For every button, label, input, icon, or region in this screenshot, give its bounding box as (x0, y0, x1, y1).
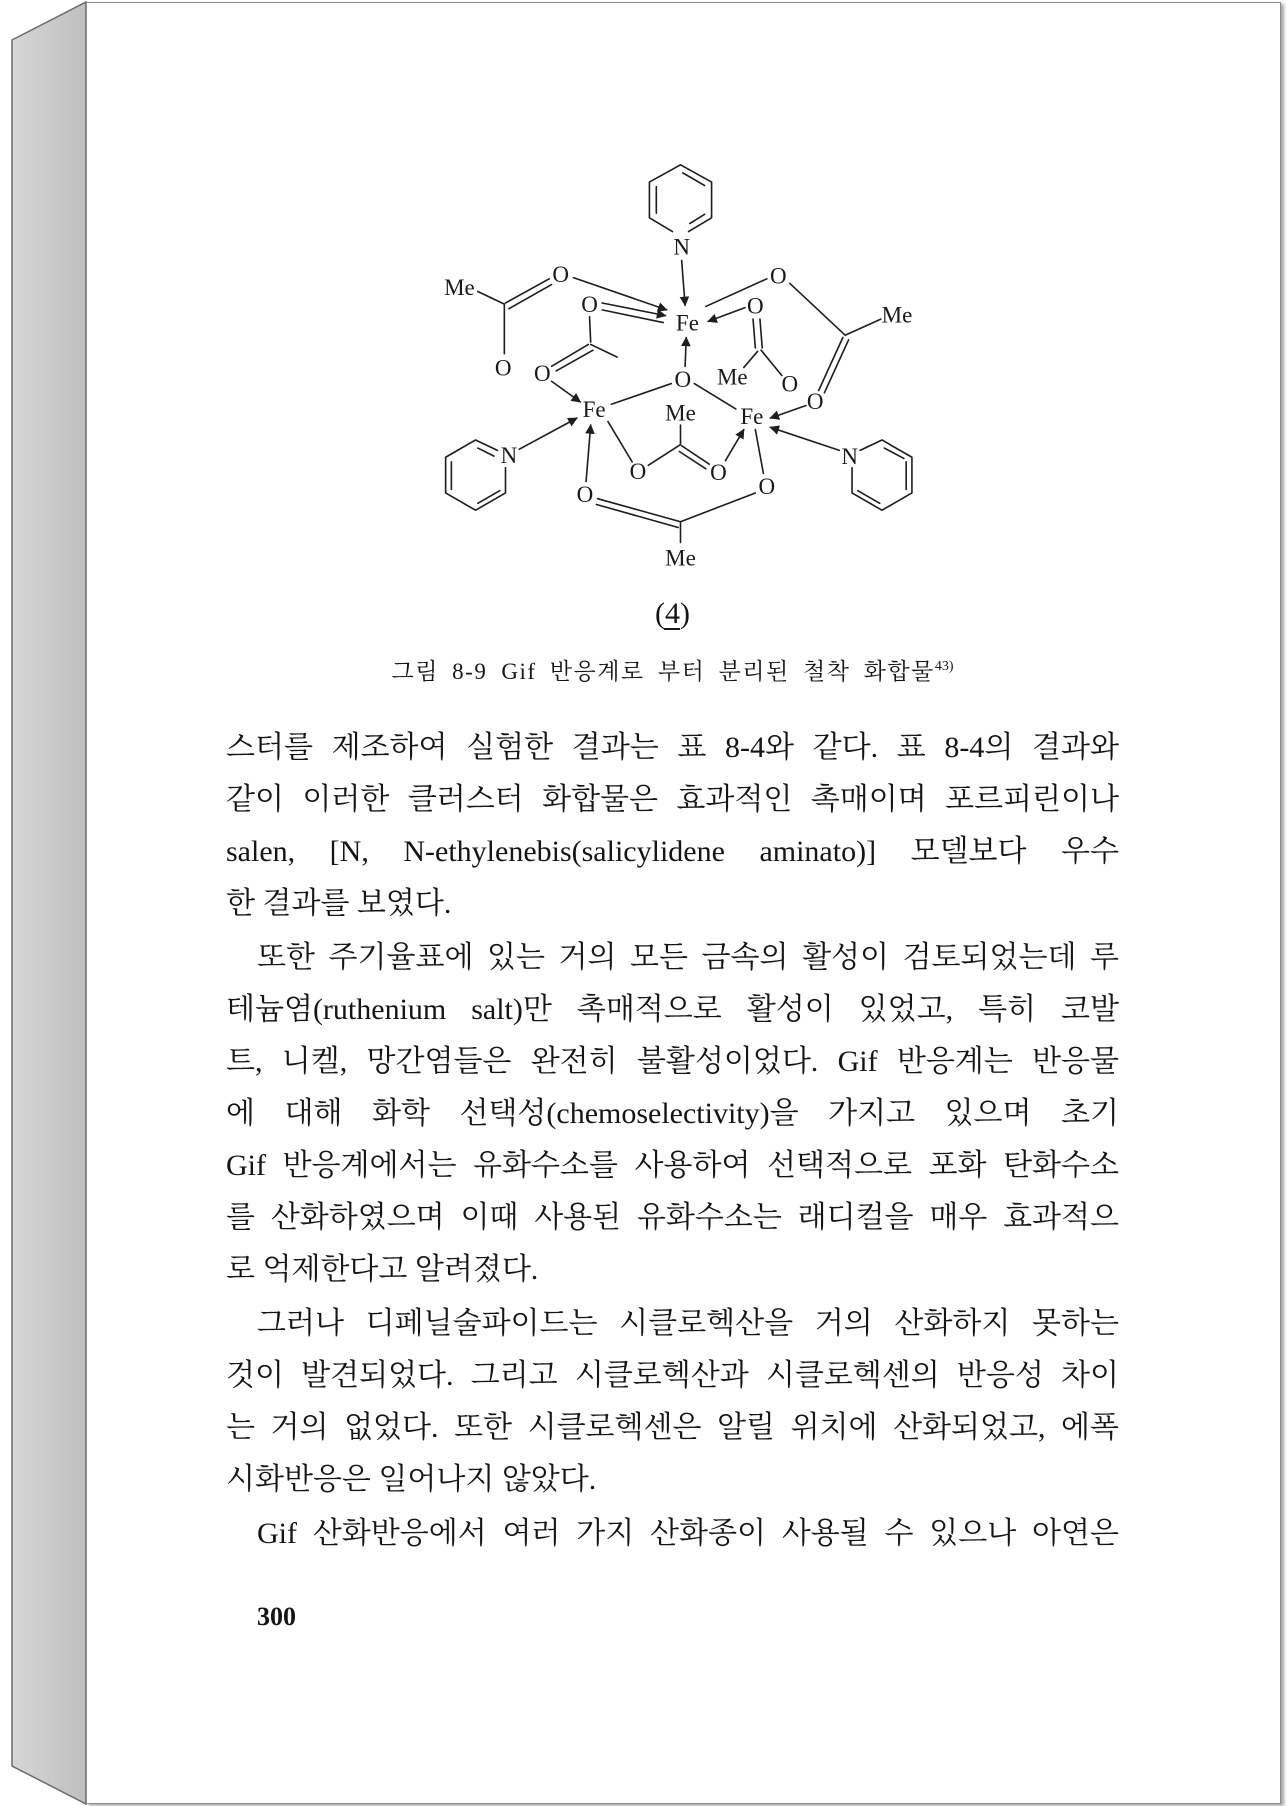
methyl-label: Me (665, 399, 696, 426)
oxygen-label: O (758, 473, 776, 500)
iron-label: Fe (675, 309, 699, 336)
ring-bonds (852, 440, 912, 510)
oxygen-label: O (781, 370, 799, 397)
paragraph (226, 722, 1119, 930)
iron-label: Fe (582, 395, 606, 422)
text-line: 그러나 디페닐술파이드는 시클로헥산을 거의 산화하지 못하는 (257, 1307, 1119, 1340)
ring-bonds (446, 440, 506, 510)
acetate-right (744, 319, 782, 375)
text-line: 또한 주기율표에 있는 거의 모든 금속의 활성이 검토되었는데 루 (257, 941, 1119, 974)
paragraph (226, 932, 1119, 1296)
pyridine-ring-left (446, 440, 506, 510)
bond-arrow (519, 418, 577, 449)
figure-caption (226, 652, 1119, 682)
acetate-top-left (478, 279, 552, 354)
oxygen-label: O (494, 354, 512, 381)
text-line: 것이 발견되었다. 그리고 시클로헥산과 시클로헥센의 반응성 차이 (226, 1359, 1119, 1392)
bond-arrow (725, 430, 743, 461)
ring-bonds (649, 165, 711, 232)
page-number: 300 (257, 1602, 296, 1631)
text-line: 스터를 제조하여 실험한 결과는 표 8-4와 같다. 표 8-4의 결과와 (226, 731, 1119, 764)
oxygen-label: O (770, 262, 787, 289)
oxygen-label: O (710, 459, 727, 486)
nitrogen-label: N (841, 443, 859, 470)
text-line: 트, 니켈, 망간염들은 완전히 불활성이었다. Gif 반응계는 반응물 (226, 1045, 1119, 1078)
book-spine-face (12, 2, 86, 1804)
figure-caption-reference: 43) (934, 659, 954, 674)
iron-label: Fe (740, 402, 764, 429)
acetate-left (552, 317, 618, 371)
oxygen-label: O (747, 292, 764, 319)
book-spine (0, 0, 90, 1806)
paragraph (226, 1508, 1119, 1560)
compound-number: (4) (655, 597, 690, 630)
text-line: 같이 이러한 클러스터 화합물은 효과적인 촉매이며 포르피린이나 (226, 783, 1119, 816)
nitrogen-label: N (500, 441, 518, 468)
bond-arrow (682, 260, 685, 305)
oxygen-label: O (576, 481, 594, 508)
figure-caption-label: 그림 8-9 (391, 659, 488, 684)
text-line: 에 대해 화학 선택성(chemoselectivity)을 가지고 있으며 초기 (226, 1097, 1119, 1130)
pyridine-ring-right (852, 440, 912, 510)
oxygen-label: O (552, 261, 570, 288)
paragraph (226, 1298, 1119, 1506)
oxygen-label: O (806, 387, 824, 414)
text-line: Gif 반응계에서는 유화수소를 사용하여 선택적으로 포화 탄화수소 (226, 1149, 1119, 1182)
bond-arrow (586, 425, 591, 481)
acetate-bottom (596, 493, 755, 543)
text-line: 는 거의 없었다. 또한 시클로헥센은 알릴 위치에 산화되었고, 에폭 (226, 1411, 1119, 1444)
methyl-label: Me (881, 301, 913, 328)
acetate-center (648, 425, 709, 469)
bond-arrow (770, 405, 806, 418)
text-line: 테늄염(ruthenium salt)만 촉매적으로 활성이 있었고, 특히 코발 (226, 993, 1119, 1026)
text-line: 시화반응은 일어나지 않았다. (226, 1463, 597, 1496)
nitrogen-label: N (673, 233, 690, 260)
book-page (86, 2, 1281, 1804)
text-line: 를 산화하였으며 이때 사용된 유화수소는 래디컬을 매우 효과적으 (226, 1201, 1119, 1234)
compound-label (226, 597, 1119, 631)
pyridine-ring-top (649, 165, 711, 232)
bond-arrow (552, 381, 581, 402)
text-line: 로 억제한다고 알려졌다. (226, 1253, 539, 1286)
body-text (226, 722, 1119, 1560)
oxygen-label: O (674, 365, 692, 392)
bond-arrow (602, 303, 665, 316)
text-line: salen, [N, N-ethylenebis(salicylidene aminato)] 모델보다 우수 (226, 835, 1119, 868)
text-line: 한 결과를 보였다. (226, 887, 452, 920)
bond-line (602, 310, 663, 323)
bond-arrow (770, 427, 839, 450)
methyl-label: Me (665, 544, 696, 571)
acetate-top-right (790, 283, 881, 392)
text-line: Gif 산화반응에서 여러 가지 산화종이 사용될 수 있으나 아연은 (257, 1517, 1119, 1550)
oxygen-label: O (629, 458, 647, 485)
oxygen-label: O (534, 360, 551, 387)
figure-caption-title: Gif 반응계로 부터 분리된 철착 화합물 (501, 659, 935, 684)
bond-arrow (708, 308, 745, 322)
oxygen-label: O (581, 291, 598, 318)
methyl-label: Me (444, 273, 475, 300)
iron-cluster-structure (427, 151, 934, 577)
bond-arrow (685, 338, 686, 367)
methyl-label: Me (716, 363, 748, 390)
